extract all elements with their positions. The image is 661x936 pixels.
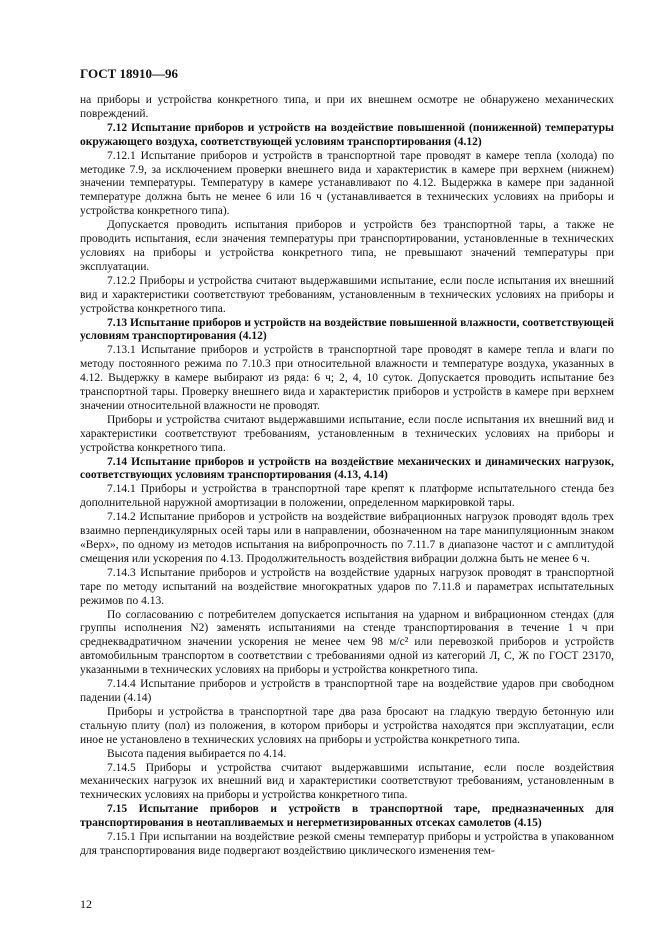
paragraph: Допускается проводить испытания приборов и устройств без транспортной тары, а также не проводить испытания, если значения температуры при транспортировании, установленные в технических условиях на приборы и устройства конкретного типа, не превышают значений температуры при эксплуатации. [80,219,614,273]
section-heading: 7.12 Испытание приборов и устройств на воздействие повышенной (пониженной) температуры окружающего воздуха, соответствующей условиям транспортирования (4.12) [80,121,614,148]
document-body [80,94,614,859]
paragraph: По согласованию с потребителем допускается испытания на ударном и вибрационном стендах (для группы исполнения N2) заменять испытаниями на стенде транспортирования в течение 1 ч при среднеквадратичном значении ускорения не менее чем 98 м/с² или перевозкой приборов и устройств автомобильным транспортом в соответствии с требованиями одной из категорий Л, С, Ж по ГОСТ 23170, указанными в технических условиях на приборы и устройства конкретного типа. [80,608,614,677]
paragraph: Высота падения выбирается по 4.14. [107,747,287,760]
document-header: ГОСТ 18910—96 [80,66,179,81]
paragraph: 7.15.1 При испытании на воздействие резкой смены температур приборы и устройства в упакованном для транспортирования виде подвергают воздействию циклического изменения тем- [80,831,614,857]
paragraph: 7.14.2 Испытание приборов и устройств на воздействие вибрационных нагрузок проводят вдоль трех взаимно перпендикулярных осей тары или в направлении, обозначенном на таре манипуляционным знаком «Верх», по одному из методов испытания на вибропрочность по 7.11.7 в диапазоне частот и с амплитудой смещения или ускорения по 4.13. Продолжительность воздействия вибрации должна быть не менее 6 ч. [80,511,614,565]
page-number: 12 [80,897,92,911]
paragraph: 7.14.5 Приборы и устройства считают выдержавшими испытание, если после воздействия механических нагрузок их внешний вид и характеристики соответствуют требованиям, установленным в технических условиях на приборы и устройства конкретного типа. [80,761,614,802]
paragraph: 7.14.1 Приборы и устройства в транспортной таре крепят к платформе испытательного стенда без дополнительной наружной амортизации в положении, определенном маркировкой тары. [80,483,614,510]
paragraph: 7.12.2 Приборы и устройства считают выдержавшими испытание, если после испытания их внешний вид и характеристики соответствуют требованиям, установленным в технических условиях на приборы и устройства конкретного типа. [80,274,614,315]
section-heading: 7.15 Испытание приборов и устройств в транспортной таре, предназначенных для транспортирования в неотапливаемых и негерметизированных отсеках самолетов (4.15) [80,803,614,830]
paragraph: 7.14.4 Испытание приборов и устройств в транспортной таре на воздействие ударов при свободном падении (4.14) [80,678,614,704]
section-heading: 7.13 Испытание приборов и устройств на воздействие повышенной влажности, соответствующей условиям транспортирования (4.12) [80,316,614,343]
paragraph: 7.13.1 Испытание приборов и устройств в транспортной таре проводят в камере тепла и влаги по методу постоянного режима по 7.10.3 при относительной влажности и температуре воздуха, указанных в 4.12. Выдержку в камере выбирают из ряда: 6 ч; 2, 4, 10 суток. Допускается проводить испытание без транспортной тары. Проверку внешнего вида и характеристик приборов и устройств в камере при верхнем значении относительной влажности не проводят. [80,344,614,412]
paragraph: на приборы и устройства конкретного типа, и при их внешнем осмотре не обнаружено механических повреждений. [80,94,614,120]
paragraph: 7.14.3 Испытание приборов и устройств на воздействие ударных нагрузок проводят в транспортной таре по методу испытаний на воздействие многократных ударов по 7.11.8 и параметрах испытательных режимов по 4.13. [80,566,614,607]
paragraph: Приборы и устройства считают выдержавшими испытание, если после испытания их внешний вид и характеристики соответствуют требованиям, установленным в технических условиях на приборы и устройства конкретного типа. [80,413,614,454]
paragraph: 7.12.1 Испытание приборов и устройств в транспортной таре проводят в камере тепла (холода) по методике 7.9, за исключением проверки внешнего вида и характеристик в камере при верхнем (нижнем) значении температуры. Температуру в камере устанавливают по 4.12. Выдержка в камере при заданной температуре должна быть не менее 6 или 16 ч (устанавливается в технических условиях на приборы и устройства конкретного типа). [80,149,614,218]
paragraph: Приборы и устройства в транспортной таре два раза бросают на гладкую твердую бетонную или стальную плиту (пол) из положения, в котором приборы и устройства находятся при эксплуатации, если иное не установлено в технических условиях на приборы и устройства конкретного типа. [80,705,614,746]
section-heading: 7.14 Испытание приборов и устройств на воздействие механических и динамических нагрузок, соответствующих условиям транспортирования (4.13, 4.14) [80,455,614,482]
